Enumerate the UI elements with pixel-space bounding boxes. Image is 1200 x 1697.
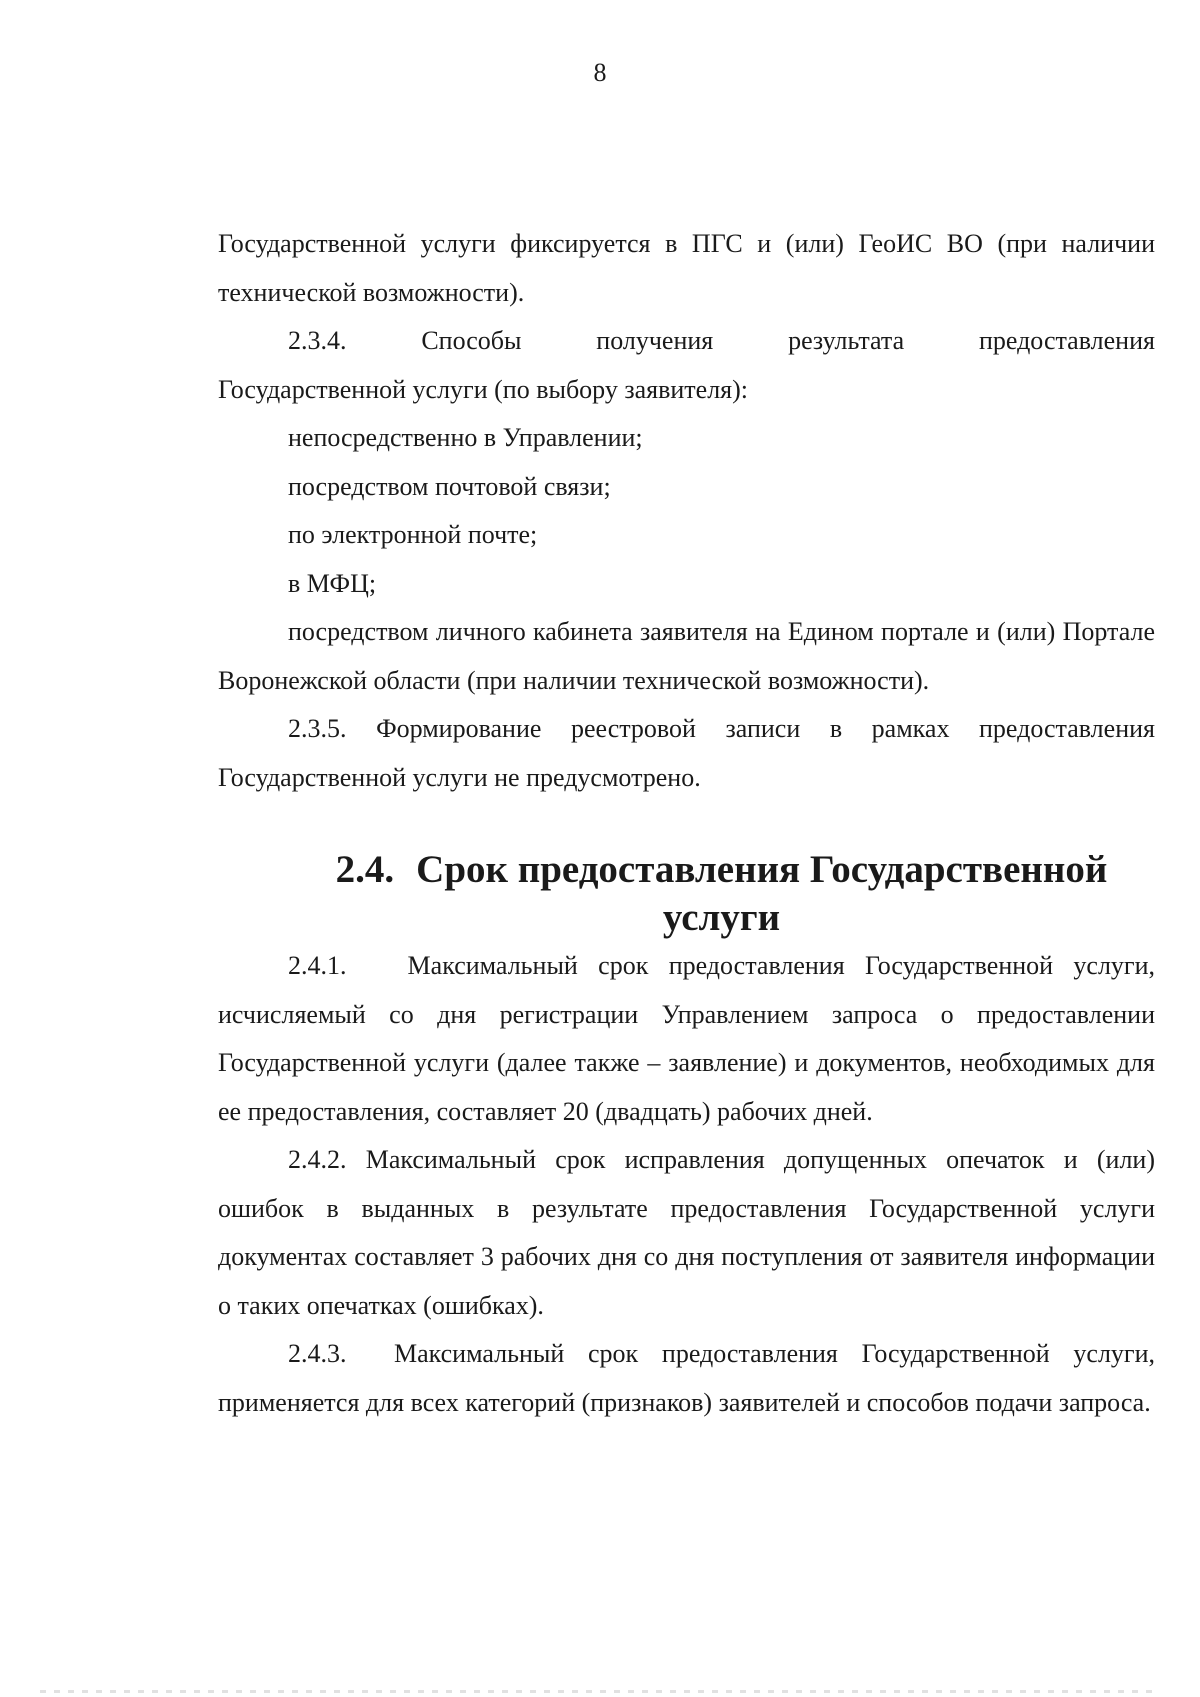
list-item: по электронной почте; (288, 520, 538, 549)
word: предоставления (978, 326, 1155, 355)
section-2-3-4-continuation: Государственной услуги (по выбору заявителя): (218, 374, 749, 404)
section-2-3-4-first-line (218, 317, 1155, 366)
section-2-4-2: 2.4.2. Максимальный срок исправления допущенных опечаток и (или) ошибок в выданных в результате предоставления Государственной услуги документах составляет 3 рабочих дня со дня поступления от заявителя информации о таких опечатках (ошибках). (218, 1145, 1155, 1320)
section-2-4-3: 2.4.3. Максимальный срок предоставления Государственной услуги, применяется для всех категорий (признаков) заявителей и способов подачи запроса. (218, 1339, 1162, 1417)
section-2-3-4-number: 2.3.4. (288, 326, 347, 355)
list-item: посредством почтовой связи; (288, 471, 611, 501)
list-item: в МФЦ; (288, 568, 377, 598)
heading-number: 2.4. (335, 848, 395, 891)
paragraph-continuation: Государственной услуги фиксируется в ПГС и (или) ГеоИС ВО (при наличии технической возможности). (218, 229, 1155, 307)
word: Способы (421, 326, 522, 355)
document-body (218, 220, 1162, 1427)
word: получения (596, 326, 714, 355)
page-number: 8 (593, 58, 607, 87)
word: результата (788, 326, 905, 355)
section-2-4-1: 2.4.1. Максимальный срок предоставления Государственной услуги, исчисляемый со дня регистрации Управлением запроса о предоставлении Государственной услуги (далее также – заявление) и документов, необходимых для ее предоставления, составляет 20 (двадцать) рабочих дней. (218, 951, 1162, 1126)
section-heading-2-4 (218, 846, 1155, 939)
list-item: непосредственно в Управлении; (288, 423, 643, 452)
section-2-3-5: 2.3.5. Формирование реестровой записи в рамках предоставления Государственной услуги не предусмотрено. (218, 714, 1155, 792)
scan-artifact (40, 1690, 1160, 1693)
list-item: посредством личного кабинета заявителя на Едином портале и (или) Портале Воронежской области (при наличии технической возможности). (218, 617, 1155, 695)
heading-title: Срок предоставления Государственной услуги (416, 848, 1108, 939)
